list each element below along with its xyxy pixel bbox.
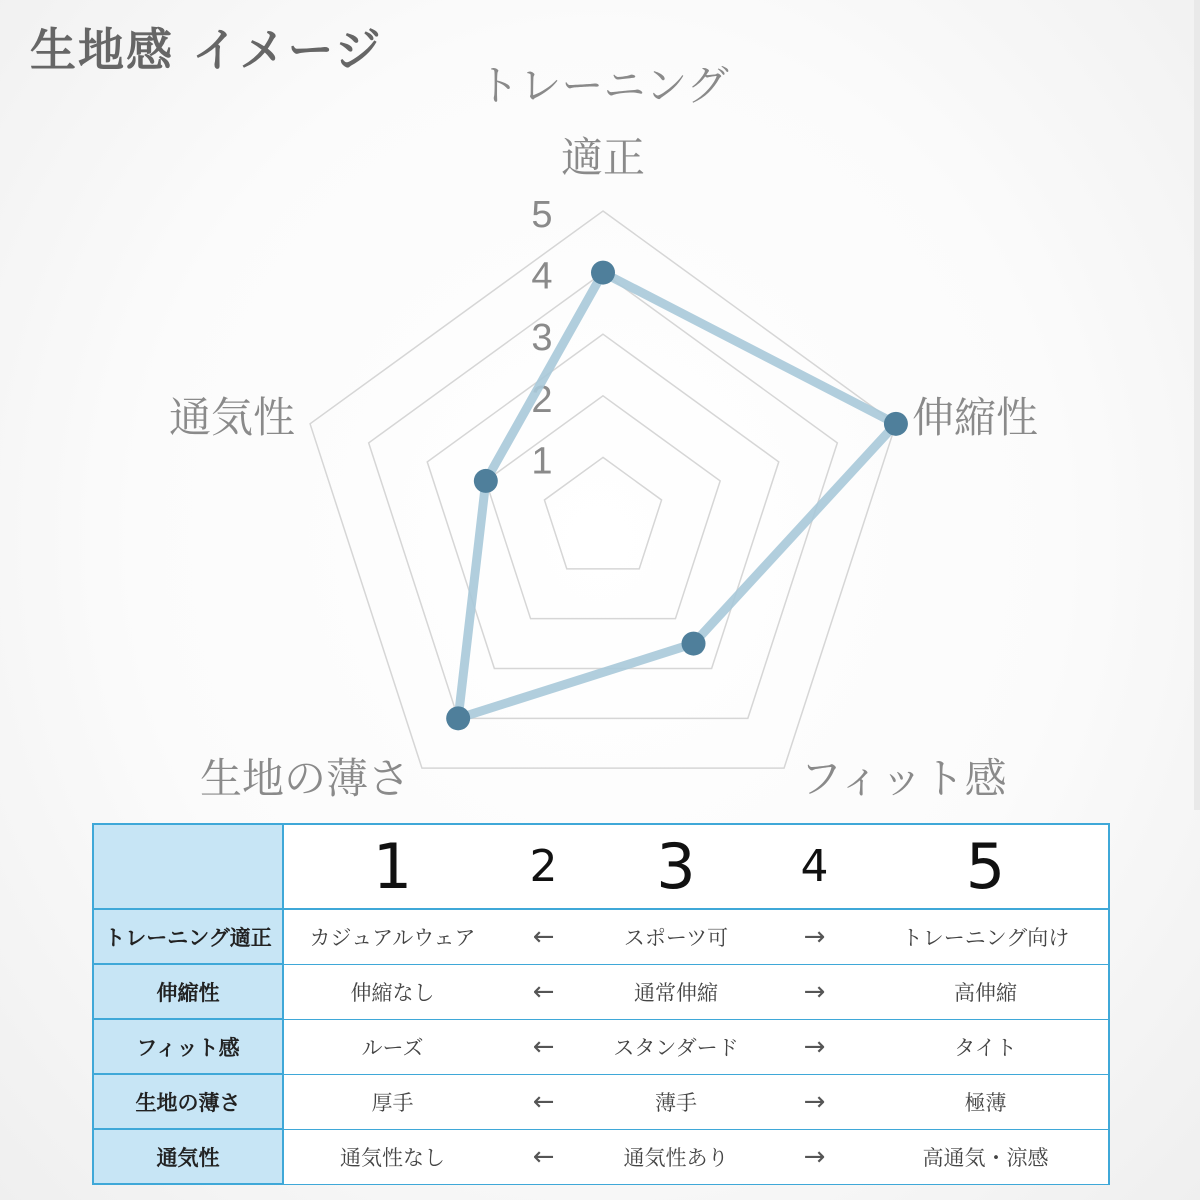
cell-right-arrow: → (766, 1074, 863, 1129)
cell-label: 伸縮性 (93, 964, 283, 1019)
table-header-row (93, 824, 1109, 909)
grid-ring-5 (310, 211, 896, 768)
cell-mid: 通常伸縮 (586, 964, 766, 1019)
cell-left-arrow: ← (501, 909, 586, 964)
cell-mid: 薄手 (586, 1074, 766, 1129)
cell-label: トレーニング適正 (93, 909, 283, 964)
cell-low: 伸縮なし (283, 964, 501, 1019)
table-row (93, 1019, 1109, 1074)
table-row (93, 1129, 1109, 1184)
cell-low: 厚手 (283, 1074, 501, 1129)
scale-tick-1: 1 (531, 440, 553, 483)
cell-label: フィット感 (93, 1019, 283, 1074)
axis-label-line: トレーニング (477, 61, 729, 110)
axis-label-1 (477, 61, 728, 182)
data-point-4 (446, 706, 470, 730)
axis-label-line: 伸縮性 (912, 393, 1039, 442)
cell-high: トレーニング向け (863, 909, 1109, 964)
axis-label-line: 適正 (560, 133, 646, 182)
cell-left-arrow: ← (501, 964, 586, 1019)
grid-ring-2 (486, 396, 720, 619)
cell-high: 極薄 (863, 1074, 1109, 1129)
grid-ring-1 (544, 457, 661, 568)
cell-high: タイト (863, 1019, 1109, 1074)
legend-table (92, 823, 1110, 1185)
table-row (93, 909, 1109, 964)
scale-3: 3 (586, 824, 766, 909)
axis-label-4 (200, 754, 410, 803)
grid-ring-4 (369, 273, 838, 719)
data-point-3 (682, 632, 706, 656)
cell-low: 通気性なし (283, 1129, 501, 1184)
axis-label-line: フィット感 (800, 754, 1007, 803)
cell-right-arrow: → (766, 964, 863, 1019)
table-row (93, 964, 1109, 1019)
cell-mid: 通気性あり (586, 1129, 766, 1184)
data-point-2 (884, 412, 908, 436)
scale-tick-4: 4 (531, 255, 553, 298)
cell-mid: スポーツ可 (586, 909, 766, 964)
cell-low: ルーズ (283, 1019, 501, 1074)
axis-label-line: 通気性 (168, 393, 295, 442)
table-corner-cell (93, 824, 283, 909)
scale-tick-3: 3 (531, 317, 553, 360)
scale-1: 1 (283, 824, 501, 909)
cell-left-arrow: ← (501, 1019, 586, 1074)
cell-right-arrow: → (766, 1129, 863, 1184)
cell-right-arrow: → (766, 909, 863, 964)
axis-label-3 (800, 754, 1007, 803)
cell-left-arrow: ← (501, 1074, 586, 1129)
data-point-5 (474, 469, 498, 493)
series-line (458, 273, 896, 719)
scale-2: 2 (501, 824, 586, 909)
axis-label-5 (169, 393, 295, 442)
scale-tick-2: 2 (531, 378, 553, 421)
cell-high: 高伸縮 (863, 964, 1109, 1019)
page-title: 生地感 イメージ (30, 23, 383, 77)
cell-label: 生地の薄さ (93, 1074, 283, 1129)
data-point-1 (591, 261, 615, 285)
cell-high: 高通気・涼感 (863, 1129, 1109, 1184)
axis-label-2 (912, 393, 1038, 442)
cell-mid: スタンダード (586, 1019, 766, 1074)
cell-right-arrow: → (766, 1019, 863, 1074)
cell-label: 通気性 (93, 1129, 283, 1184)
scale-4: 4 (766, 824, 863, 909)
scale-5: 5 (863, 824, 1109, 909)
axis-label-line: 生地の薄さ (199, 754, 410, 803)
cell-low: カジュアルウェア (283, 909, 501, 964)
scale-tick-5: 5 (531, 194, 553, 236)
cell-left-arrow: ← (501, 1129, 586, 1184)
table-row (93, 1074, 1109, 1129)
